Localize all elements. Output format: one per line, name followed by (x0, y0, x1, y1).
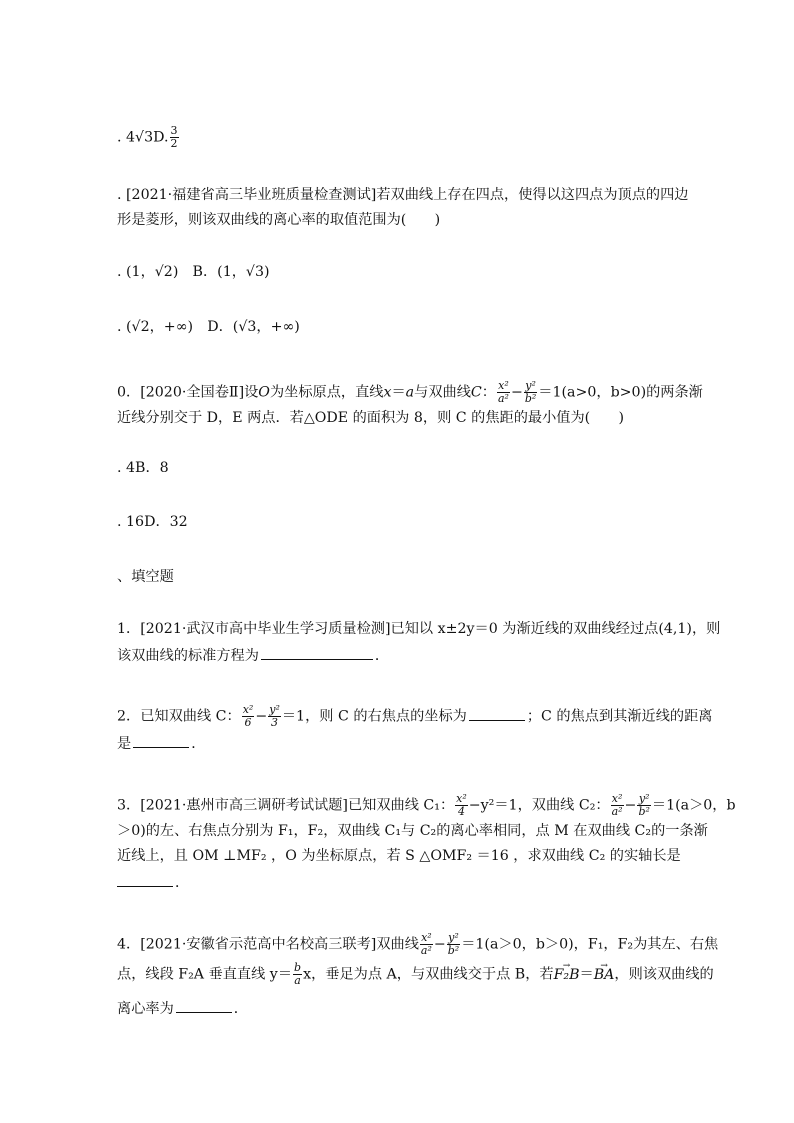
q14-text-e: ，则该双曲线的 (614, 966, 714, 983)
q10-text-c: 与双曲线 (414, 384, 471, 401)
q14-line3-end: ． (233, 1001, 248, 1017)
q14-text-b: ＝1(a＞0，b＞0)，F₁，F₂为其左、右焦 (461, 936, 719, 953)
q10-options-cd: . 16D．32 (117, 514, 188, 530)
fraction-numerator: x² (242, 703, 254, 716)
fraction-numerator: y² (448, 931, 459, 944)
section-heading: 、填空题 (117, 569, 174, 585)
answer-blank[interactable] (469, 706, 525, 721)
q11-line2-text: 该双曲线的标准方程为 (117, 648, 259, 664)
q10-line2: 近线分别交于 D，E 两点．若△ODE 的面积为 8，则 C 的焦距的最小值为( ) (117, 410, 625, 426)
fraction-numerator: b (294, 961, 302, 974)
q13-line4-end: ． (175, 875, 190, 891)
q13-line1 (117, 793, 736, 818)
vector-ba: → BA (594, 966, 615, 984)
q14-minus: − (433, 936, 446, 953)
q12-fraction-y (268, 704, 281, 729)
q12-text-a: 2．已知双曲线 C： (117, 708, 241, 725)
fraction-denominator: b² (447, 944, 460, 957)
q13-minus: − (624, 797, 637, 814)
q10-text-a: 0．[2020·全国卷Ⅱ]设 (117, 384, 259, 401)
q12-text-b: ＝1，则 C 的右焦点的坐标为 (281, 708, 467, 725)
q8-options-text: . 4√3D. (117, 129, 169, 146)
q9-options-cd: . (√2，+∞) D．(√3，+∞) (117, 319, 300, 335)
q10-var-x: x (383, 384, 392, 401)
q13-fraction-3 (637, 793, 650, 818)
fraction-denominator: 6 (244, 716, 252, 729)
q10-fraction-y (524, 380, 537, 405)
q13-text-a: 3．[2021·惠州市高三调研考试试题]已知双曲线 C₁： (117, 797, 455, 814)
q14-line2 (117, 962, 714, 987)
fraction-numerator: 3 (170, 124, 178, 137)
q14-text-c: 点，线段 F₂A 垂直直线 y＝ (117, 966, 293, 983)
q13-line3: 近线上，且 OM ⊥MF₂ ，O 为坐标原点，若 S △OMF₂ ＝16 ，求双曲线 C₂ 的实轴长是 (117, 848, 681, 864)
q10-equals: ＝ (391, 384, 406, 401)
q14-equals: ＝ (579, 966, 594, 983)
fraction-denominator: b² (638, 805, 650, 818)
q13-line4 (117, 872, 189, 892)
q14-line3-text: 离心率为 (117, 1001, 174, 1017)
q10-text-d: ＝1(a>0，b>0)的两条渐 (538, 384, 703, 401)
q10-var-c: C (470, 384, 482, 401)
fraction-numerator: x² (421, 931, 432, 944)
q14-fraction-ba (293, 962, 302, 987)
fraction-numerator: y² (638, 792, 650, 805)
fraction-denominator: a² (497, 392, 509, 405)
q12-line2-text: 是 (117, 736, 132, 752)
q11-line2 (117, 645, 389, 665)
q11-line2-end: ． (374, 648, 390, 664)
q12-line1 (117, 704, 712, 729)
q13-line2: ＞0)的左、右焦点分别为 F₁，F₂，双曲线 C₁与 C₂的离心率相同，点 M 在双曲线 C₂的一条渐 (117, 823, 708, 839)
fraction-denominator: a (294, 974, 301, 987)
q12-minus: − (255, 708, 268, 725)
fraction-numerator: x² (498, 379, 509, 392)
q12-text-c: ；C 的焦点到其渐近线的距离 (526, 708, 713, 725)
q9-options-ab: . (1，√2) B．(1，√3) (117, 264, 270, 280)
q14-line3 (117, 998, 248, 1018)
q9-line2: 形是菱形，则该双曲线的离心率的取值范围为( ) (117, 212, 441, 228)
q13-fraction-1 (455, 793, 468, 818)
q14-text-a: 4．[2021·安徽省示范高中名校高三联考]双曲线 (117, 936, 419, 953)
fraction-denominator: 4 (457, 805, 465, 818)
fraction-denominator: b² (524, 392, 537, 405)
q12-line2-end: ． (191, 736, 206, 752)
vector-f2b: → F₂B (554, 966, 580, 984)
q12-fraction-x (242, 704, 255, 729)
fraction-numerator: y² (525, 379, 536, 392)
answer-blank[interactable] (117, 872, 173, 887)
q12-line2 (117, 733, 205, 753)
fraction-denominator: a² (420, 944, 432, 957)
q10-text-b: 为坐标原点，直线 (269, 384, 384, 401)
q10-fraction-x (497, 380, 510, 405)
answer-blank[interactable] (176, 998, 232, 1013)
q10-var-a: a (405, 384, 415, 401)
q10-minus: − (510, 384, 523, 401)
q14-line1 (117, 932, 718, 957)
q10-line1 (117, 380, 703, 405)
fraction-numerator: y² (269, 703, 280, 716)
q10-var-o: O (258, 384, 270, 401)
q14-text-d: x，垂足为点 A，与双曲线交于点 B，若 (303, 966, 554, 983)
fraction-numerator: x² (456, 792, 467, 805)
q10-colon: ： (481, 384, 496, 401)
answer-blank[interactable] (261, 645, 373, 660)
q11-line1: 1．[2021·武汉市高中毕业生学习质量检测]已知以 x±2y＝0 为渐近线的双曲线经过点(4,1)，则 (117, 621, 721, 637)
fraction-denominator: 3 (271, 716, 279, 729)
fraction-denominator: 2 (170, 137, 178, 150)
q14-fraction-y (447, 932, 460, 957)
q10-options-ab: . 4B．8 (117, 460, 169, 476)
q9-line1: . [2021·福建省高三毕业班质量检查测试]若双曲线上存在四点，使得以这四点为顶点的四边 (117, 187, 689, 203)
q8-fraction (170, 125, 179, 150)
q13-text-b: −y²＝1，双曲线 C₂： (468, 797, 610, 814)
fraction-denominator: a² (611, 805, 623, 818)
q13-text-c: ＝1(a＞0，b (651, 797, 736, 814)
q14-fraction-x (420, 932, 433, 957)
q8-options (117, 125, 180, 150)
q13-fraction-2 (611, 793, 624, 818)
fraction-numerator: x² (611, 792, 623, 805)
answer-blank[interactable] (133, 733, 189, 748)
